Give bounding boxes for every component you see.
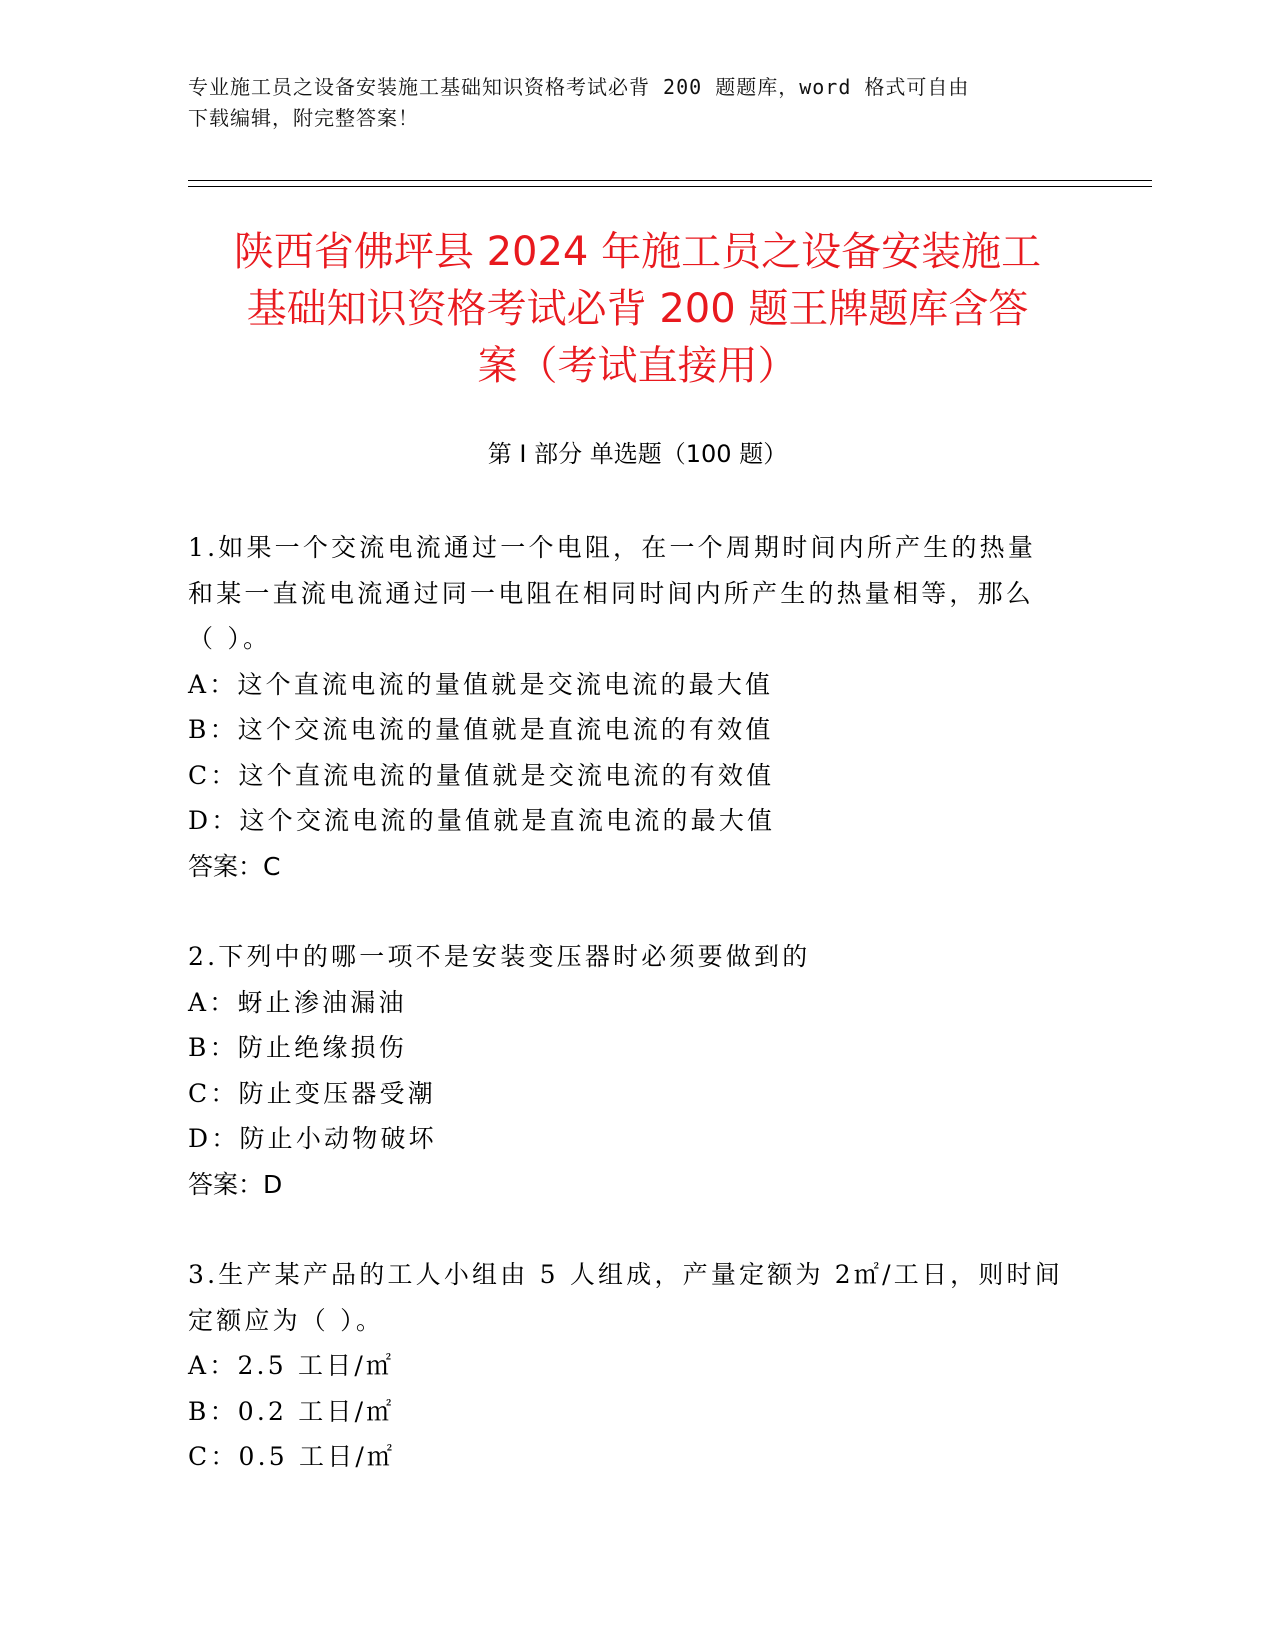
option-a: A：蚜止渗油漏油 — [188, 987, 407, 1017]
header-rule-bottom — [188, 186, 1152, 187]
question-stem-line: 3.生产某产品的工人小组由 5 人组成，产量定额为 2㎡/工日，则时间 — [188, 1260, 1063, 1289]
question-list — [188, 525, 1088, 1480]
header-note — [188, 72, 1078, 134]
question-spacer — [188, 1207, 1088, 1252]
option-a: A：这个直流电流的量值就是交流电流的最大值 — [188, 669, 774, 699]
question-item — [188, 525, 1088, 889]
header-note-line-1: 专业施工员之设备安装施工基础知识资格考试必背 200 题题库，word 格式可自由 — [188, 75, 970, 99]
option-a: A：2.5 工日/㎡ — [188, 1351, 395, 1380]
question-stem-line: 定额应为（ ）。 — [188, 1305, 385, 1335]
title-line-3: 案（考试直接用） — [477, 343, 798, 389]
option-d: D：防止小动物破坏 — [188, 1124, 437, 1153]
header-note-line-2: 下载编辑，附完整答案！ — [188, 106, 419, 130]
answer-line: 答案：D — [188, 1169, 283, 1199]
answer-line: 答案：C — [188, 851, 281, 881]
option-c: C：0.5 工日/㎡ — [188, 1442, 396, 1471]
question-spacer — [188, 889, 1088, 934]
question-stem-line: 2.下列中的哪一项不是安装变压器时必须要做到的 — [188, 942, 811, 971]
title-line-2: 基础知识资格考试必背 200 题王牌题库含答 — [246, 286, 1029, 332]
header-rule-top — [188, 180, 1152, 181]
question-item — [188, 1252, 1088, 1480]
question-stem-line: （ ）。 — [188, 624, 272, 653]
option-c: C：这个直流电流的量值就是交流电流的有效值 — [188, 760, 775, 790]
question-item — [188, 934, 1088, 1207]
option-d: D：这个交流电流的量值就是直流电流的最大值 — [188, 806, 776, 835]
question-stem-line: 1.如果一个交流电流通过一个电阻，在一个周期时间内所产生的热量 — [188, 533, 1037, 562]
section-heading: 第 I 部分 单选题（100 题） — [487, 440, 788, 468]
document-title — [170, 224, 1105, 395]
option-b: B：这个交流电流的量值就是直流电流的有效值 — [188, 715, 774, 744]
title-line-1: 陕西省佛坪县 2024 年施工员之设备安装施工 — [233, 229, 1042, 275]
option-b: B：防止绝缘损伤 — [188, 1033, 407, 1062]
option-b: B：0.2 工日/㎡ — [188, 1396, 395, 1426]
option-c: C：防止变压器受潮 — [188, 1078, 436, 1108]
question-stem-line: 和某一直流电流通过同一电阻在相同时间内所产生的热量相等，那么 — [188, 578, 1035, 608]
